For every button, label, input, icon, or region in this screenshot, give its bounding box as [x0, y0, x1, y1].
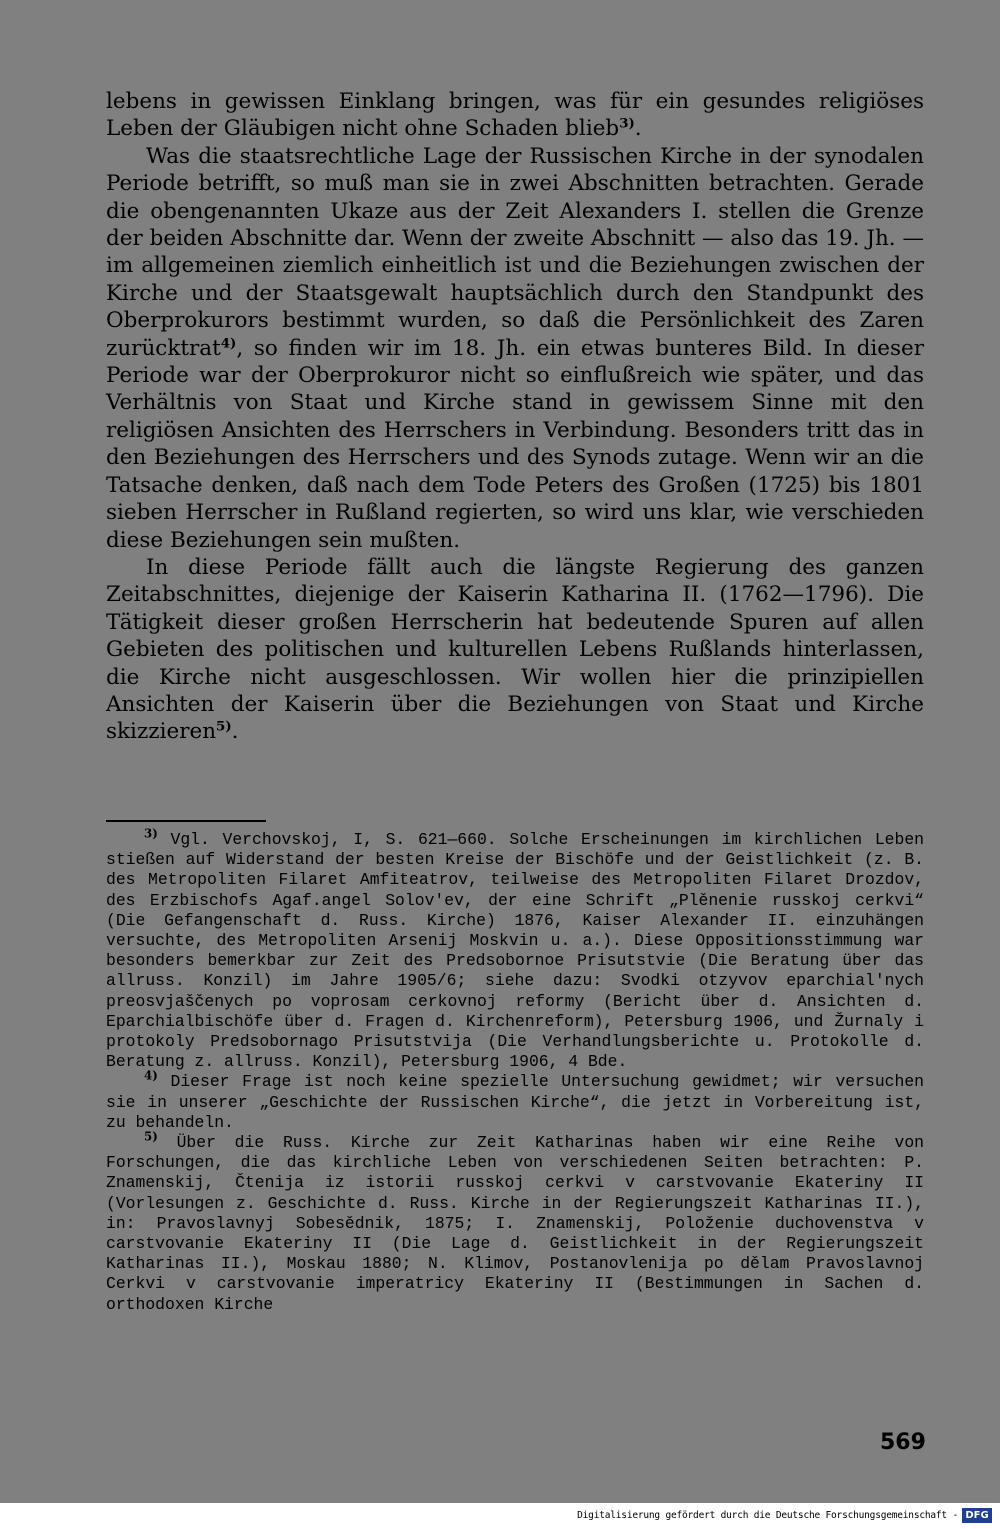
footnote-5-marker: 5) — [144, 1129, 158, 1144]
footnote-3-marker: 3) — [144, 826, 158, 841]
credit-text: Digitalisierung gefördert durch die Deutsche Forschungsgemeinschaft - — [577, 1510, 958, 1521]
footnote-4-text: Dieser Frage ist noch keine spezielle Untersuchung gewidmet; wir versuchen sie in unserer „Geschichte der Russischen Kirche“, die jetzt in Vorbereitung ist, zu behandeln. — [106, 1072, 924, 1132]
credit-bar — [0, 1503, 1000, 1529]
paragraph-2-text-b: , so finden wir im 18. Jh. ein etwas bunteres Bild. In dieser Periode war der Oberprokuror nicht so einflußreich wie später, und das Verhältnis von Staat und Kirche stand in gewissem Sinne mit den religiösen Ansichten des Herrschers in Verbindung. Besonders tritt das in den Beziehungen des Herrschers und des Synods zutage. Wenn wir an die Tatsache denken, daß nach dem Tode Peters des Großen (1725) bis 1801 sieben Herrscher in Rußland regierten, so wird uns klar, wie verschieden diese Beziehungen sein mußten. — [106, 335, 924, 553]
footnote-divider — [106, 820, 266, 822]
footnote-3-text: Vgl. Verchovskoj, I, S. 621—660. Solche Erscheinungen im kirchlichen Leben stießen auf Widerstand der besten Kreise der Bischöfe und der Geistlichkeit (z. B. des Metropoliten Filaret Amfiteatrov, teilweise des Metropoliten Filaret Drozdov, des Erzbischofs Agaf.angel Solov'ev, der eine Schrift „Plěnenie russkoj cerkvi“ (Die Gefangenschaft d. Russ. Kirche) 1876, Kaiser Alexander II. einzuhängen versuchte, des Metropoliten Arsenij Moskvin u. a.). Diese Oppositionsstimmung war besonders bemerkbar zur Zeit des Predsobornoe Prisutstvie (Die Beratung über das allruss. Konzil) im Jahre 1905/6; siehe dazu: Svodki otzyvov eparchial'nych preosvjaščenych po voprosam cerkovnoj reformy (Bericht über d. Ansichten d. Eparchialbischöfe über d. Fragen d. Kirchenreform), Petersburg 1906, und Žurnaly i protokoly Predsobornago Prisutstvija (Die Verhandlungsberichte u. Protokolle d. Beratung z. allruss. Konzil), Petersburg 1906, 4 Bde. — [106, 830, 924, 1072]
footnote-ref-3[interactable]: 3) — [619, 116, 635, 133]
page-number: 569 — [880, 1430, 926, 1455]
main-text — [106, 88, 924, 746]
footnotes — [106, 826, 924, 1315]
paragraph-1-text: lebens in gewissen Einklang bringen, was für ein gesundes religiöses Leben der Gläubigen nicht ohne Schaden blieb — [106, 89, 924, 142]
footnote-5-text: Über die Russ. Kirche zur Zeit Katharinas haben wir eine Reihe von Forschungen, die das kirchliche Leben von verschiedenen Seiten betrachten: P. Znamenskij, Čtenija iz istorii russkoj cerkvi v carstvovanie Ekateriny II (Vorlesungen z. Geschichte d. Russ. Kirche in der Regierungszeit Katharinas II.), in: Pravoslavnyj Sobesědnik, 1875; I. Znamenskij, Položenie duchovenstva v carstvovanie Ekateriny II (Die Lage d. Geistlichkeit in der Regierungszeit Katharinas II.), Moskau 1880; N. Klimov, Postanovlenija po dělam Pravoslavnoj Cerkvi v carstvovanie imperatricy Ekateriny II (Bestimmungen in Sachen d. orthodoxen Kirche — [106, 1133, 924, 1314]
footnote-5 — [106, 1129, 924, 1315]
footnote-ref-5[interactable]: 5) — [216, 719, 232, 736]
paragraph-2-text-a: Was die staatsrechtliche Lage der Russischen Kirche in der synodalen Periode betrifft, so muß man sie in zwei Abschnitten betrachten. Gerade die obengenannten Ukaze aus der Zeit Alexanders I. stellen die Grenze der beiden Abschnitte dar. Wenn der zweite Abschnitt — also das 19. Jh. — im allgemeinen ziemlich einheitlich ist und die Beziehungen zwischen der Kirche und der Staatsgewalt hauptsächlich durch den Standpunkt des Oberprokurors bestimmt wurden, so daß die Persönlichkeit des Zaren zurücktrat — [106, 143, 924, 361]
footnote-ref-4[interactable]: 4) — [220, 335, 237, 352]
paragraph-1 — [106, 88, 924, 143]
paragraph-2 — [106, 143, 924, 554]
footnote-3 — [106, 826, 924, 1072]
paragraph-3 — [106, 554, 924, 746]
paragraph-1-end: . — [634, 116, 642, 142]
footnote-4-marker: 4) — [144, 1068, 158, 1083]
dfg-logo-icon[interactable]: DFG — [962, 1508, 992, 1523]
paragraph-3-text: In diese Periode fällt auch die längste Regierung des ganzen Zeitabschnittes, diejenige der Kaiserin Katharina II. (1762—1796). Die Tätigkeit dieser großen Herrscherin hat bedeutende Spuren auf allen Gebieten des politischen und kulturellen Lebens Rußlands hinterlassen, die Kirche nicht ausgeschlossen. Wir wollen hier die prinzipiellen Ansichten der Kaiserin über die Beziehungen von Staat und Kirche skizzieren — [106, 554, 924, 745]
paragraph-3-end: . — [231, 719, 239, 745]
footnote-4 — [106, 1068, 924, 1133]
